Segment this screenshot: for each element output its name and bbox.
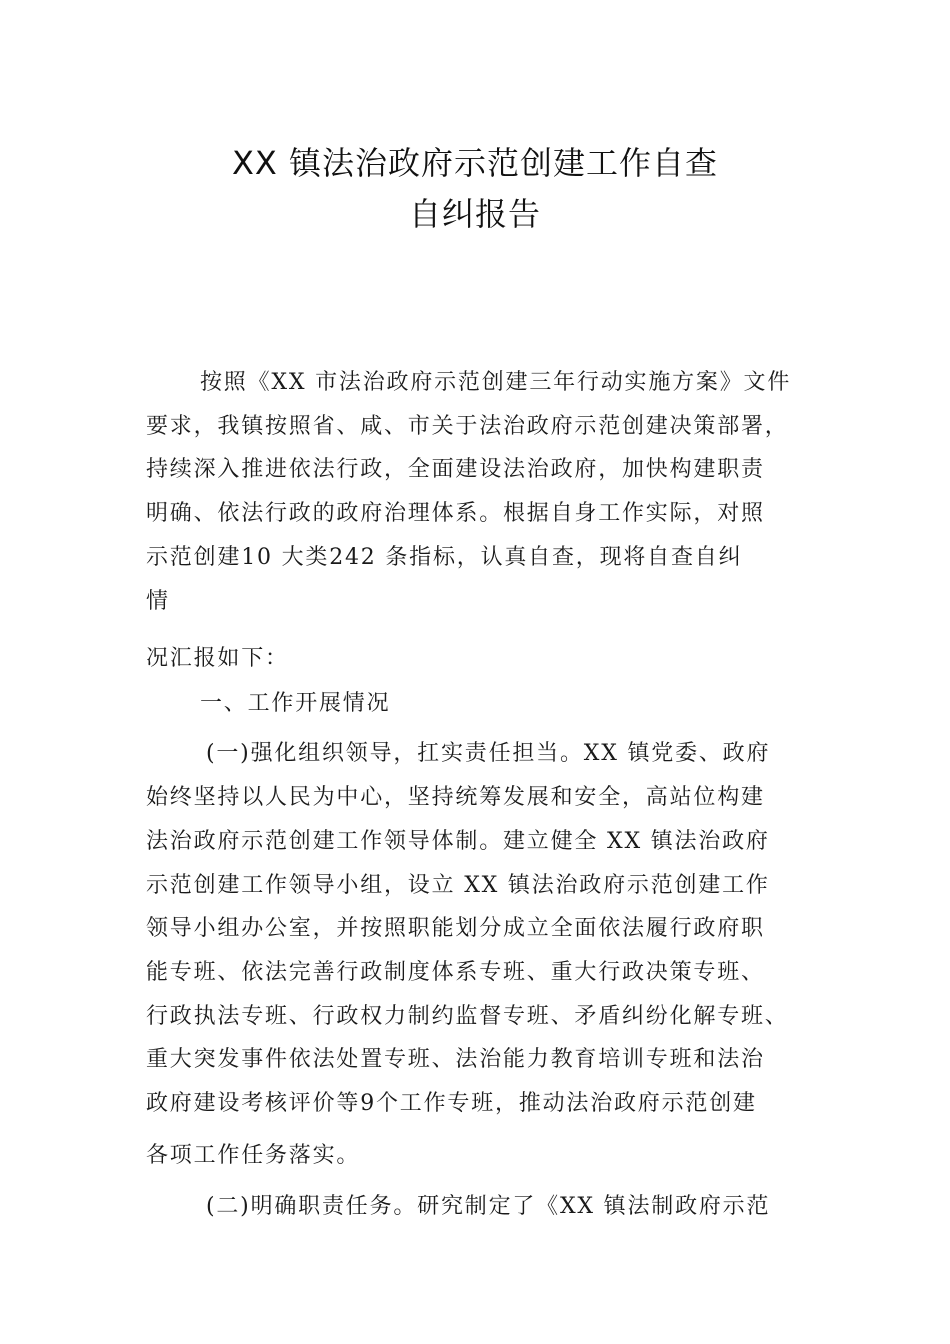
body-line: 情 [146, 589, 170, 614]
body-line: 持续深入推进依法行政，全面建设法治政府，加快构建职责 [146, 457, 765, 482]
body-line: 况汇报如下： [146, 646, 289, 671]
body-line: 始终坚持以人民为中心，坚持统筹发展和安全，高站位构建 [146, 785, 765, 810]
body-line: 按照《XX 市法治政府示范创建三年行动实施方案》文件 [200, 370, 792, 395]
body-line: 明确、依法行政的政府治理体系。根据自身工作实际，对照 [146, 501, 765, 526]
body-line: 行政执法专班、行政权力制约监督专班、矛盾纠纷化解专班、 [146, 1004, 789, 1029]
body-line: 重大突发事件依法处置专班、法治能力教育培训专班和法治 [146, 1047, 765, 1072]
body-line: 示范创建10 大类242 条指标，认真自查，现将自查自纠 [146, 545, 743, 570]
body-line: 各项工作任务落实。 [146, 1143, 361, 1168]
subsection-heading: (一)强化组织领导，扛实责任担当。XX 镇党委、政府 [206, 741, 771, 766]
body-line: 政府建设考核评价等9个工作专班，推动法治政府示范创建 [146, 1091, 757, 1116]
body-line: 示范创建工作领导小组，设立 XX 镇法治政府示范创建工作 [146, 873, 770, 898]
body-line: 领导小组办公室，并按照职能划分成立全面依法履行政府职 [146, 916, 765, 941]
section-heading: 一、工作开展情况 [200, 691, 391, 716]
subsection-heading: (二)明确职责任务。研究制定了《XX 镇法制政府示范 [206, 1194, 771, 1219]
document-title-line-1: XX 镇法治政府示范创建工作自查 [231, 144, 719, 182]
body-line: 要求，我镇按照省、咸、市关于法治政府示范创建决策部署， [146, 414, 789, 439]
body-line: 法治政府示范创建工作领导体制。建立健全 XX 镇法治政府 [146, 829, 770, 854]
body-line: 能专班、依法完善行政制度体系专班、重大行政决策专班、 [146, 960, 765, 985]
document-title-line-2: 自纠报告 [408, 195, 541, 233]
